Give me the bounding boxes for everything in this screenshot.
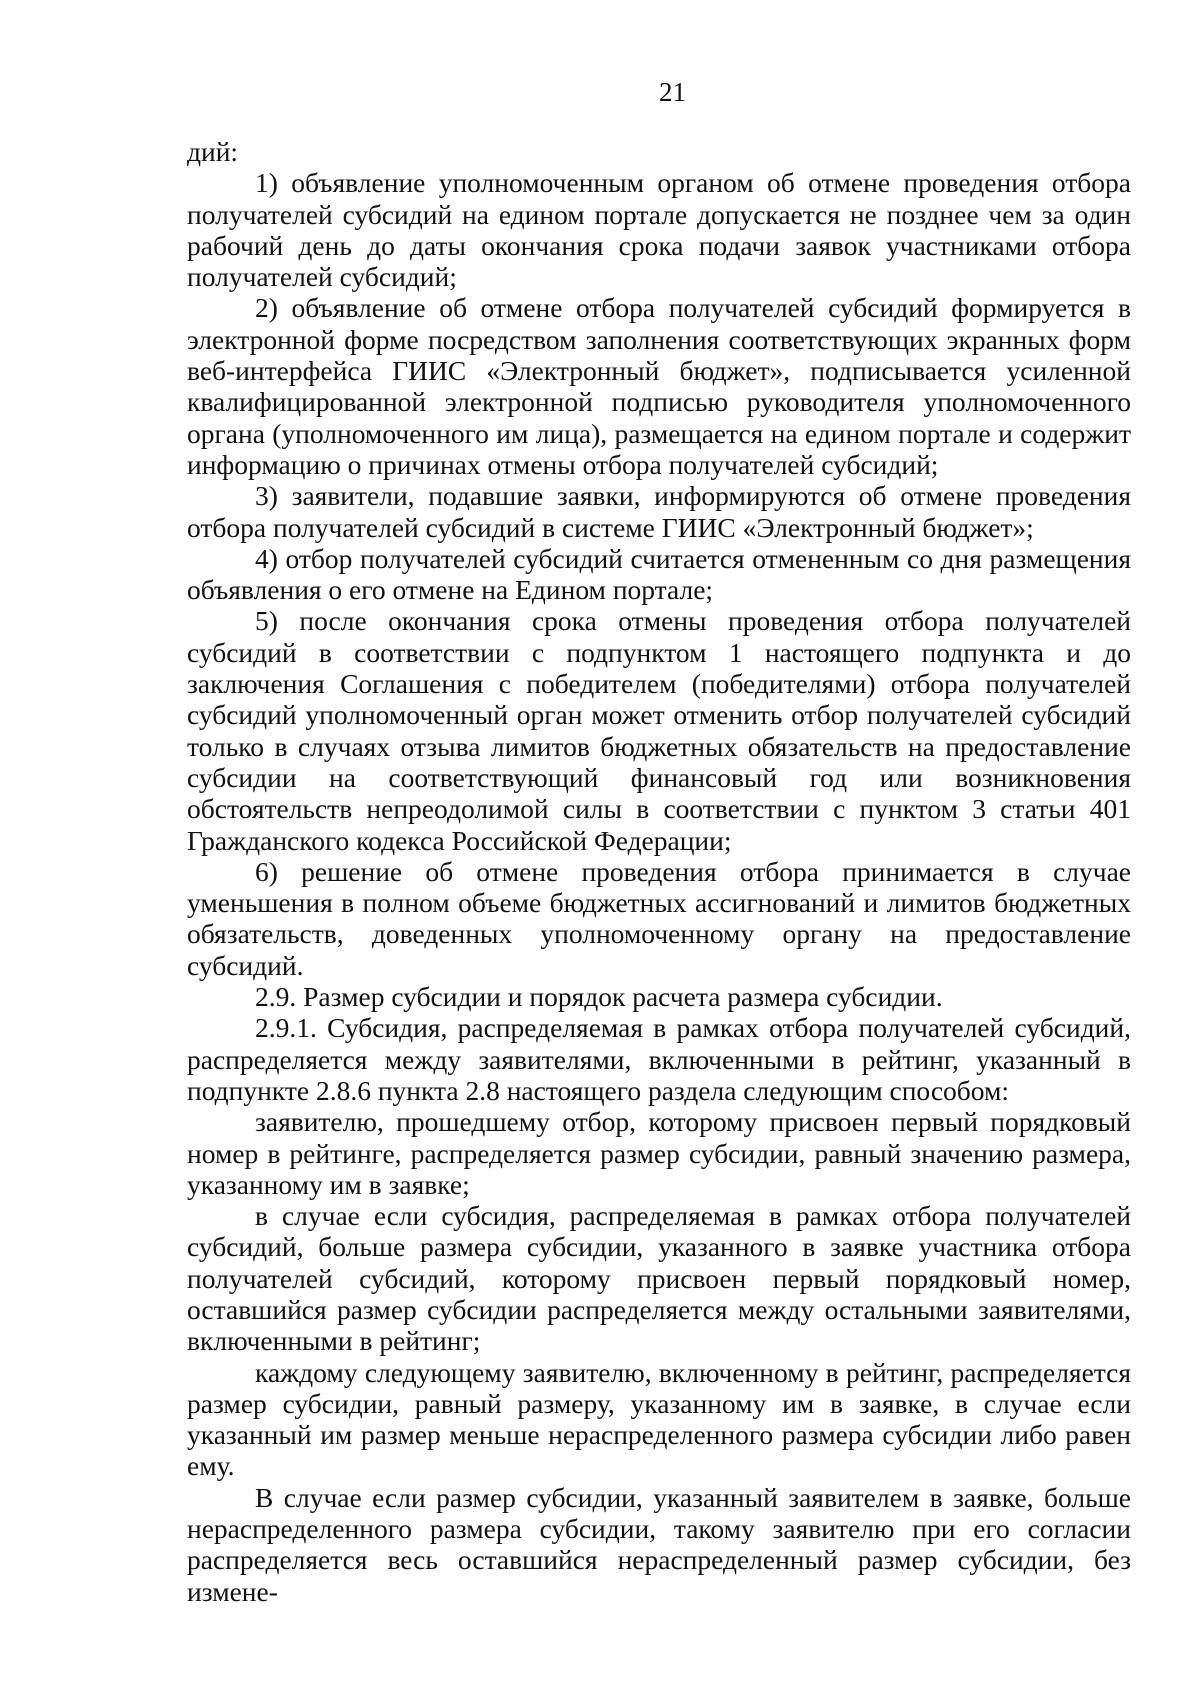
paragraph-item-2: 2) объявление об отмене отбора получателей субсидий формируется в электронной форме посредством заполнения соответствующих экранных форм веб-интерфейса ГИИС «Электронный бюджет», подписывается усиленной квалифицированной электронной подписью руководителя уполномоченного органа (уполномоченного им лица), размещается на едином портале и содержит информацию о причинах отмены отбора получателей субсидий;	[187, 292, 1131, 480]
paragraph-item-3: 3) заявители, подавшие заявки, информируются об отмене проведения отбора получателей субсидий в системе ГИИС «Электронный бюджет»;	[187, 480, 1131, 543]
paragraph-item-5: 5) после окончания срока отмены проведения отбора получателей субсидий в соответствии с подпунктом 1 настоящего подпункта и до заключения Соглашения с победителем (победителями) отбора получателей субсидий уполномоченный орган может отменить отбор получателей субсидий только в случаях отзыва лимитов бюджетных обязательств на предоставление субсидии на соответствующий финансовый год или возникновения обстоятельств непреодолимой силы в соответствии с пунктом 3 статьи 401 Гражданского кодекса Российской Федерации;	[187, 605, 1131, 856]
paragraph-item-4: 4) отбор получателей субсидий считается отмененным со дня размещения объявления о его отмене на Едином портале;	[187, 542, 1131, 606]
paragraph-remaining-distribution: в случае если субсидия, распределяемая в рамках отбора получателей субсидий, больше размера субсидии, указанного в заявке участника отбора получателей субсидий, которому присвоен первый порядковый номер, оставшийся размер субсидии распределяется между остальными заявителями, включенными в рейтинг;	[187, 1200, 1131, 1357]
paragraph-item-1: 1) объявление уполномоченным органом об отмене проведения отбора получателей субсидий на едином портале допускается не позднее чем за один рабочий день до даты окончания срока подачи заявок участниками отбора получателей субсидий;	[187, 167, 1131, 293]
document-body	[187, 136, 1131, 1607]
paragraph-first-applicant: заявителю, прошедшему отбор, которому присвоен первый порядковый номер в рейтинге, распределяется размер субсидии, равный значению размера, указанному им в заявке;	[187, 1106, 1131, 1200]
section-heading-2-9: 2.9. Размер субсидии и порядок расчета размера субсидии.	[255, 981, 943, 1013]
paragraph-exceeding-request: В случае если размер субсидии, указанный заявителем в заявке, больше нераспределенного размера субсидии, такому заявителю при его согласии распределяется весь оставшийся нераспределенный размер субсидии, без измене-	[187, 1481, 1131, 1607]
paragraph-item-6: 6) решение об отмене проведения отбора принимается в случае уменьшения в полном объеме бюджетных ассигнований и лимитов бюджетных обязательств, доведенных уполномоченному органу на предоставление субсидий.	[187, 855, 1131, 981]
paragraph-continuation: дий:	[187, 136, 239, 167]
paragraph-next-applicant: каждому следующему заявителю, включенному в рейтинг, распределяется размер субсидии, равный размеру, указанному им в заявке, в случае если указанный им размер меньше нераспределенного размера субсидии либо равен ему.	[187, 1356, 1131, 1482]
page-number: 21	[659, 77, 686, 107]
paragraph-2-9-1: 2.9.1. Субсидия, распределяемая в рамках отбора получателей субсидий, распределяется между заявителями, включенными в рейтинг, указанный в подпункте 2.8.6 пункта 2.8 настоящего раздела следующим способом:	[187, 1012, 1131, 1106]
